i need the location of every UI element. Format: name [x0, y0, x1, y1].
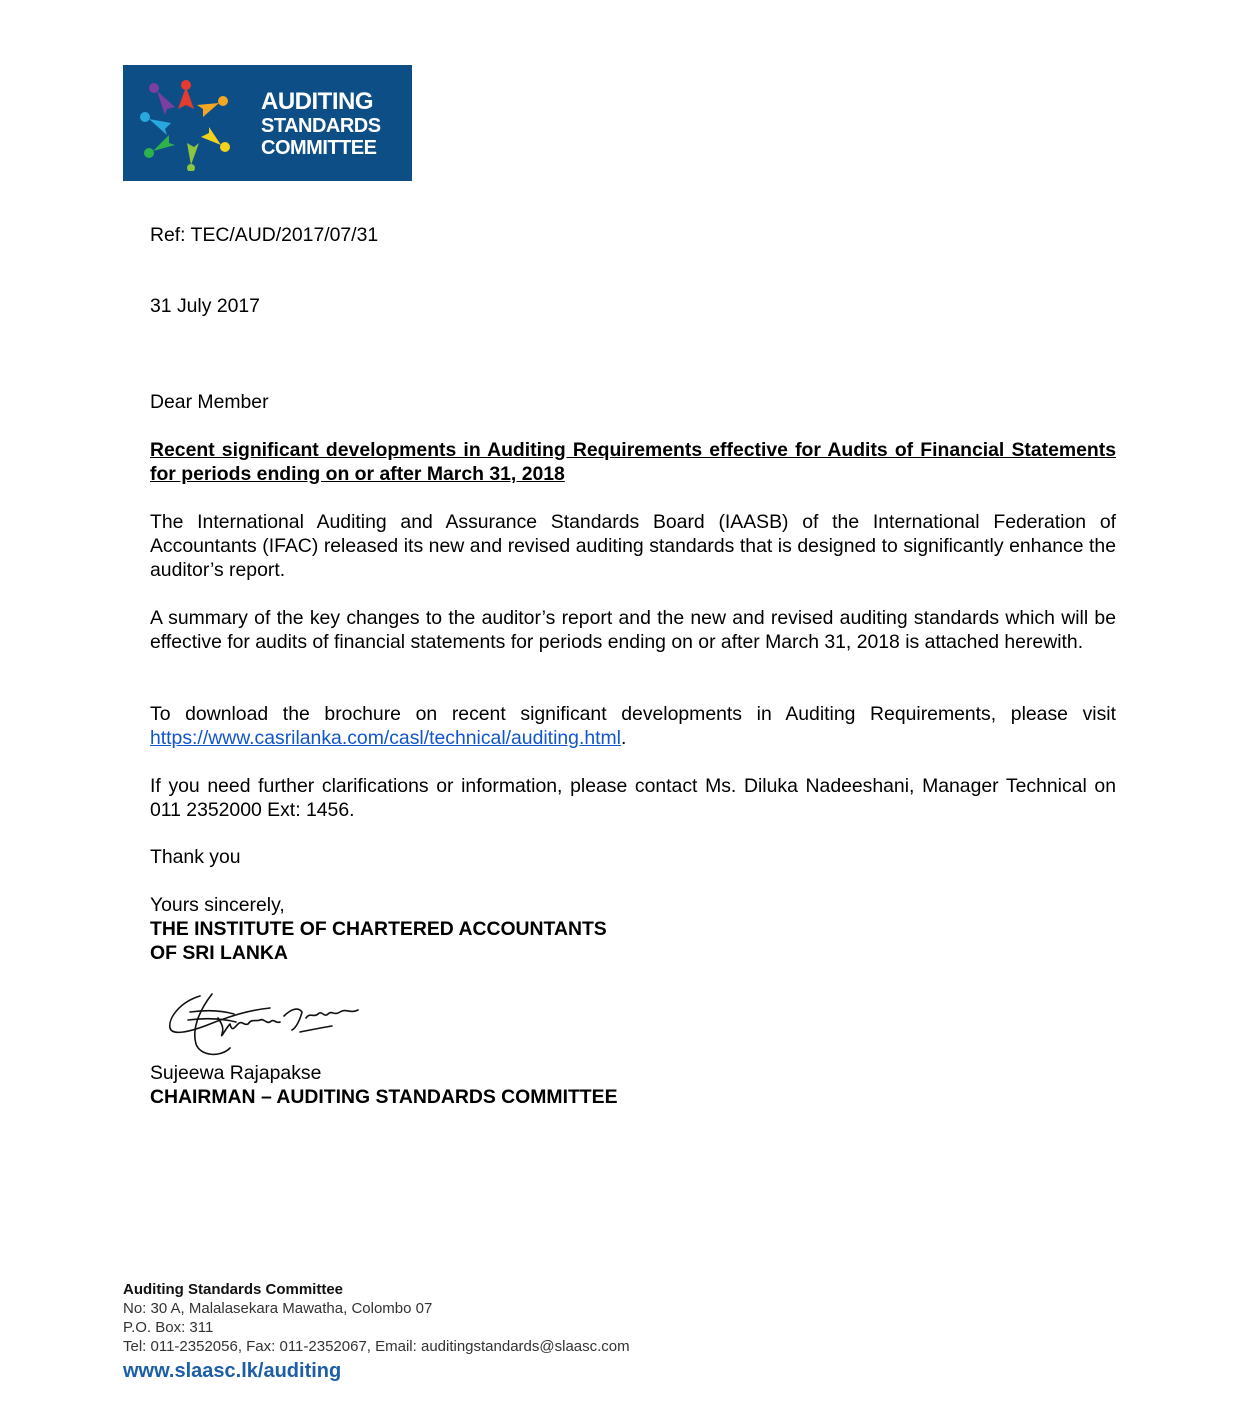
- signer-name: Sujeewa Rajapakse: [150, 1062, 322, 1084]
- committee-logo: [123, 65, 412, 181]
- paragraph-2: A summary of the key changes to the auditor’s report and the new and revised auditing standards which will be effective for audits of financial statements for periods ending on or after March 31, 2018 is attached herewith.: [150, 607, 1116, 653]
- footer-contact: Tel: 011-2352056, Fax: 011-2352067, Email: auditingstandards@slaasc.com: [123, 1338, 630, 1355]
- paragraph-3-end: .: [620, 727, 627, 749]
- subject-heading: Recent significant developments in Auditing Requirements effective for Audits of Financial Statements for periods ending on or after March 31, 2018: [150, 439, 1116, 485]
- logo-wordmark: [261, 89, 381, 159]
- star-people-logo-icon: [139, 79, 233, 171]
- handwritten-signature: [160, 988, 370, 1063]
- footer: [123, 1280, 630, 1381]
- paragraph-3-text: To download the brochure on recent significant developments in Auditing Requirements, please visit: [150, 703, 1116, 725]
- footer-website[interactable]: www.slaasc.lk/auditing: [123, 1360, 342, 1382]
- closing: Yours sincerely,: [150, 894, 285, 916]
- organization-line-2: OF SRI LANKA: [150, 942, 288, 964]
- auditing-brochure-link[interactable]: https://www.casrilanka.com/casl/technical/auditing.html: [150, 727, 621, 749]
- logo-line-1: AUDITING: [261, 88, 373, 115]
- letter-date: 31 July 2017: [150, 295, 260, 317]
- organization-line-1: THE INSTITUTE OF CHARTERED ACCOUNTANTS: [150, 918, 607, 940]
- logo-line-2: STANDARDS: [261, 115, 381, 137]
- paragraph-1: The International Auditing and Assurance Standards Board (IAASB) of the International Federation of Accountants (IFAC) released its new and revised auditing standards that is designed to significantly enhance the auditor’s report.: [150, 511, 1116, 581]
- reference-number: Ref: TEC/AUD/2017/07/31: [150, 224, 379, 246]
- footer-title: Auditing Standards Committee: [123, 1281, 344, 1298]
- thank-you: Thank you: [150, 846, 241, 868]
- logo-line-3: COMMITTEE: [261, 137, 377, 159]
- signer-title: CHAIRMAN – AUDITING STANDARDS COMMITTEE: [150, 1086, 618, 1108]
- paragraph-3: [150, 702, 1116, 750]
- paragraph-4: If you need further clarifications or information, please contact Ms. Diluka Nadeeshani, Manager Technical on 011 2352000 Ext: 1456.: [150, 775, 1116, 821]
- footer-pobox: P.O. Box: 311: [123, 1319, 214, 1336]
- salutation: Dear Member: [150, 391, 269, 413]
- footer-address: No: 30 A, Malalasekara Mawatha, Colombo 07: [123, 1300, 433, 1317]
